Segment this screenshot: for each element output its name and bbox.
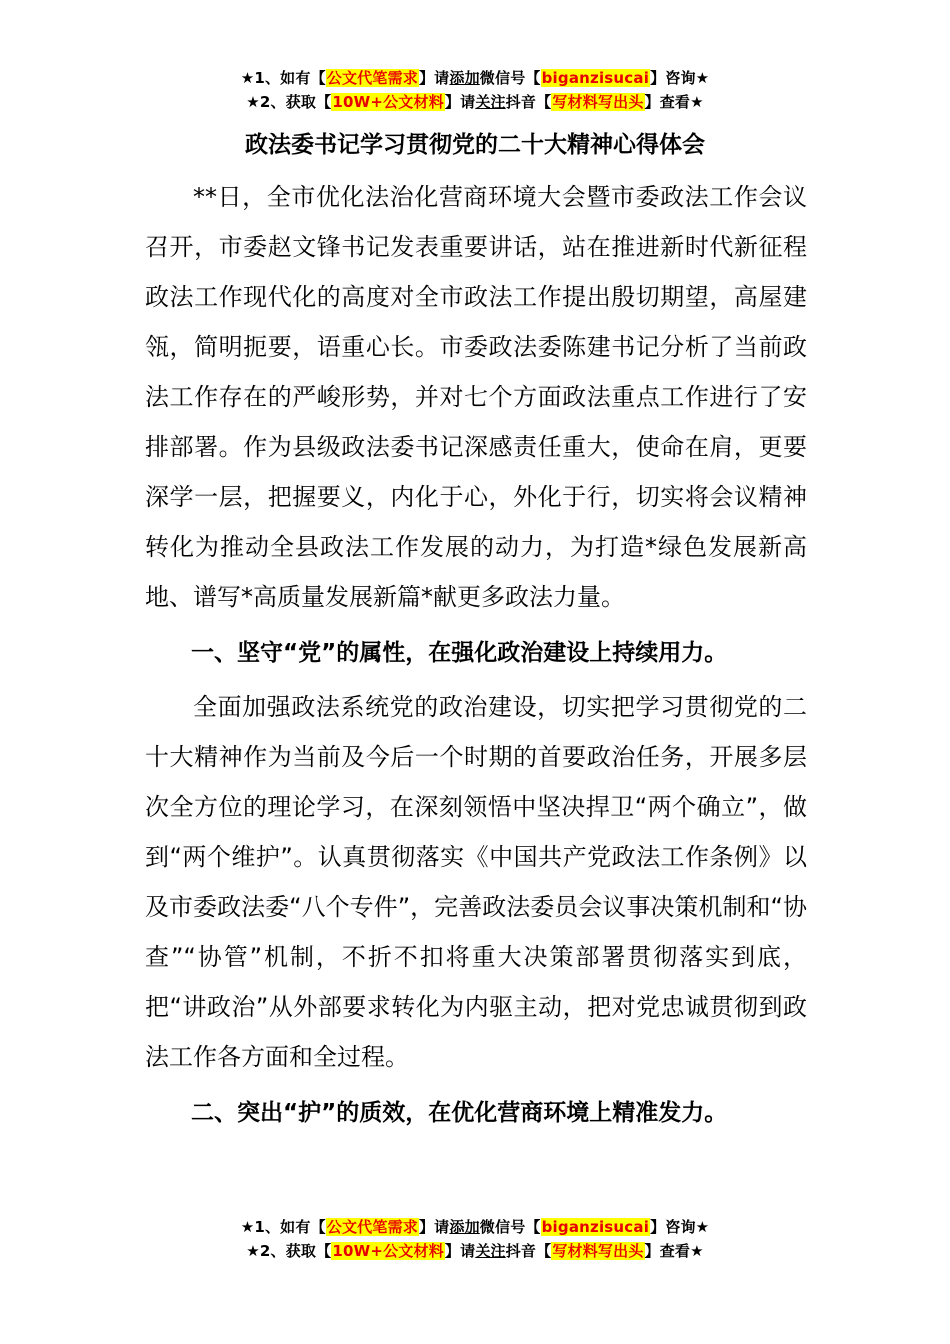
promo-douyin-id: 写材料写出头 <box>552 93 644 111</box>
promo-text: 】咨询★ <box>650 1218 710 1236</box>
document-body <box>145 172 807 1142</box>
promo-underlined: 关注 <box>475 1242 506 1260</box>
promo-text: 抖音【 <box>505 1242 552 1260</box>
promo-text: 微信号【 <box>479 69 541 87</box>
promo-text: 】请 <box>418 69 450 87</box>
promo-text: 】请 <box>444 93 476 111</box>
section-heading-2: 二、突出“护”的质效，在优化营商环境上精准发力。 <box>191 1100 728 1126</box>
promo-douyin-id: 写材料写出头 <box>552 1242 644 1260</box>
promo-line-1 <box>0 66 950 90</box>
promo-text: 】请 <box>444 1242 476 1260</box>
promo-line-1 <box>0 1215 950 1239</box>
promo-text: ★2、获取【 <box>246 1242 332 1260</box>
promo-wechat-id: biganzisucai <box>541 1218 650 1236</box>
promo-text: ★2、获取【 <box>246 93 332 111</box>
promo-highlight: 10W+公文材料 <box>332 93 444 111</box>
promo-text: 】咨询★ <box>650 69 710 87</box>
promo-wechat-id: biganzisucai <box>541 69 650 87</box>
promo-banner-bottom <box>0 1215 950 1263</box>
paragraph-intro: **日，全市优化法治化营商环境大会暨市委政法工作会议召开，市委赵文锋书记发表重要讲话，站在推进新时代新征程政法工作现代化的高度对全市政法工作提出殷切期望，高屋建瓴，简明扼要，语重心长。市委政法委陈建书记分析了当前政法工作存在的严峻形势，并对七个方面政法重点工作进行了安排部署。作为县级政法委书记深感责任重大，使命在肩，更要深学一层，把握要义，内化于心，外化于行，切实将会议精神转化为推动全县政法工作发展的动力，为打造*绿色发展新高地、谱写*高质量发展新篇*献更多政法力量。 <box>145 183 807 611</box>
promo-text: 抖音【 <box>505 93 552 111</box>
promo-underlined: 添加 <box>449 1218 480 1236</box>
paragraph-section-1: 全面加强政法系统党的政治建设，切实把学习贯彻党的二十大精神作为当前及今后一个时期的首要政治任务，开展多层次全方位的理论学习，在深刻领悟中坚决捍卫“两个确立”，做到“两个维护”。认真贯彻落实《中国共产党政法工作条例》以及市委政法委“八个专件”，完善政法委员会议事决策机制和“协查”“协管”机制，不折不扣将重大决策部署贯彻落实到底，把“讲政治”从外部要求转化为内驱主动，把对党忠诚贯彻到政法工作各方面和全过程。 <box>145 693 807 1071</box>
promo-banner-top <box>0 66 950 114</box>
promo-line-2 <box>0 1239 950 1263</box>
promo-text: ★1、如有【 <box>240 69 326 87</box>
section-heading-1: 一、坚守“党”的属性，在强化政治建设上持续用力。 <box>191 640 728 666</box>
promo-underlined: 关注 <box>475 93 506 111</box>
promo-highlight: 公文代笔需求 <box>326 69 418 87</box>
promo-line-2 <box>0 90 950 114</box>
promo-text: 微信号【 <box>479 1218 541 1236</box>
promo-text: 】请 <box>418 1218 450 1236</box>
promo-text: ★1、如有【 <box>240 1218 326 1236</box>
promo-highlight: 公文代笔需求 <box>326 1218 418 1236</box>
promo-underlined: 添加 <box>449 69 480 87</box>
promo-text: 】查看★ <box>644 93 704 111</box>
promo-text: 】查看★ <box>644 1242 704 1260</box>
document-title: 政法委书记学习贯彻党的二十大精神心得体会 <box>245 132 705 158</box>
promo-highlight: 10W+公文材料 <box>332 1242 444 1260</box>
